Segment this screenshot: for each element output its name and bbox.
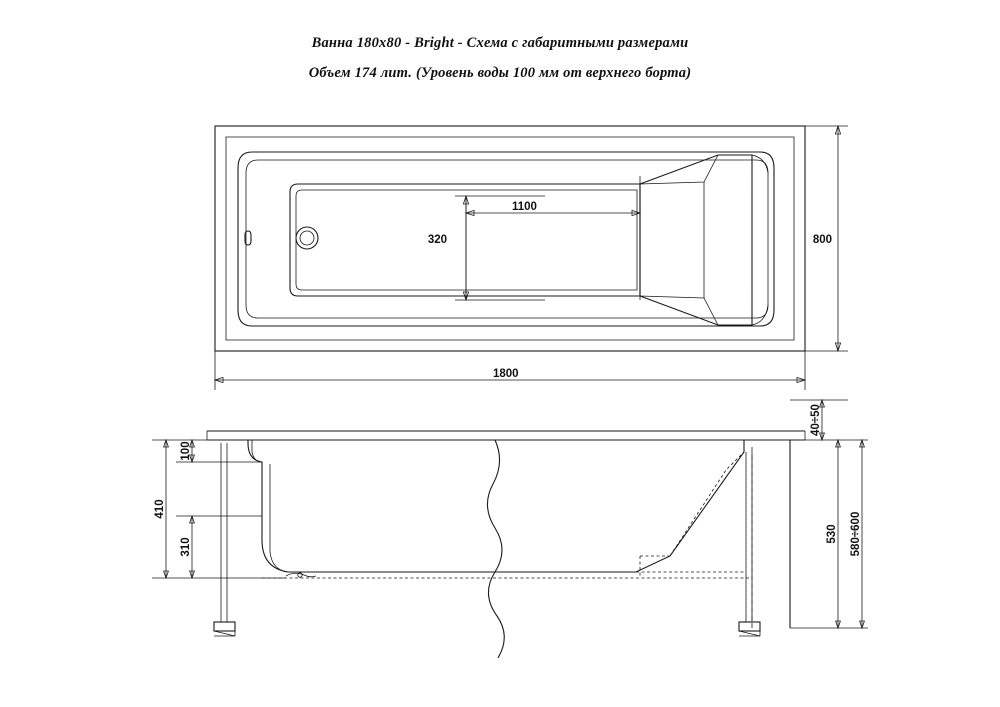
backrest-corner-top — [752, 155, 768, 173]
tub-outer-inner-edge — [226, 137, 794, 340]
tub-side-profile-inner-edge — [270, 464, 288, 572]
title-line-1: Ванна 180х80 - Bright - Схема с габаритными размерами — [311, 35, 689, 51]
dim-total-depth — [154, 440, 168, 578]
drain-hole-inner — [300, 231, 314, 245]
top-view-group — [215, 126, 848, 390]
dim-inner-depth-label: 310 — [180, 537, 192, 557]
dim-height-530-label: 530 — [826, 524, 838, 544]
dim-water-level — [180, 440, 194, 462]
dim-height-total — [850, 440, 864, 628]
drain-detail — [286, 573, 316, 577]
side-view-group — [152, 400, 868, 658]
dim-height-530 — [826, 440, 840, 628]
dim-water-level-label: 100 — [180, 441, 192, 461]
dim-inner-length-label: 1100 — [512, 201, 537, 213]
dim-overall-width — [805, 126, 848, 351]
dim-overall-width-label: 800 — [812, 234, 832, 246]
dim-inner-length — [466, 176, 640, 300]
backrest-corner-bottom — [752, 305, 768, 325]
dim-total-depth-label: 410 — [154, 499, 166, 519]
dim-rim-thickness-label: 40÷50 — [810, 404, 822, 436]
dim-inner-depth — [180, 516, 194, 578]
tub-backrest-panel — [640, 155, 752, 325]
section-break-wave — [487, 440, 504, 658]
leg-left — [214, 443, 235, 636]
dim-overall-length — [215, 351, 805, 390]
dim-overall-length-label: 1800 — [493, 368, 519, 380]
dim-inner-width-label: 320 — [427, 234, 447, 246]
dim-height-total-label: 580÷600 — [850, 511, 862, 557]
tub-bottom-area-inner — [296, 190, 637, 290]
title-line-2: Объем 174 лит. (Уровень воды 100 мм от верхнего борта) — [308, 65, 692, 81]
tub-side-profile — [248, 440, 744, 572]
drain-hole-outer — [296, 227, 318, 249]
leg-right — [739, 452, 760, 636]
tub-bottom-area — [290, 184, 640, 296]
dim-rim-thickness — [810, 400, 824, 440]
